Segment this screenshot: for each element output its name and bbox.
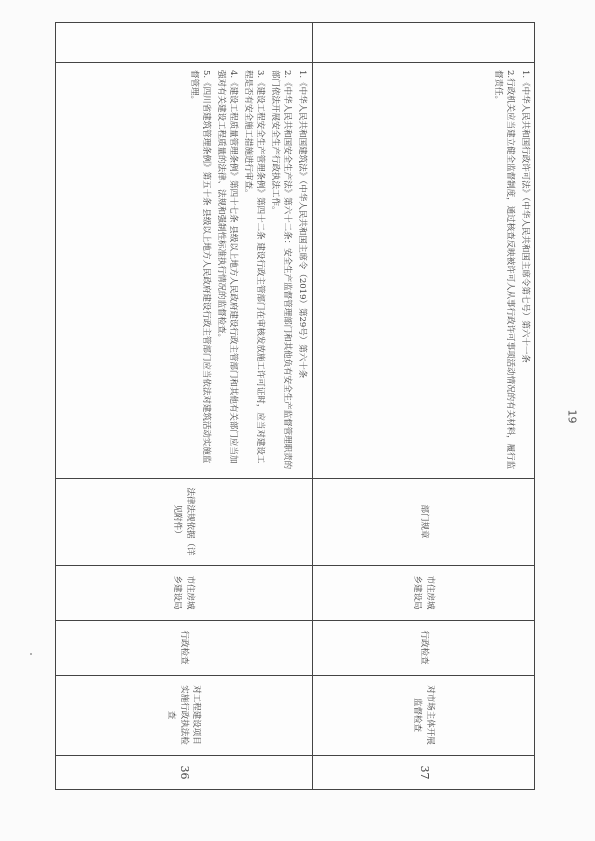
basis-note-cell	[312, 478, 535, 565]
basis-line: 4.《建设工程质量管理条例》第四十七条 县级以上地方人民政府建设行政主管部门和其他有关部门应当加强对有关建设工程质量的法律、法规和强制性标准执行情况的监督检查。	[216, 70, 239, 464]
basis-line: 2.行政机关应当建立健全监督制度，通过核查反映被许可人从事行政许可事项活动情况的有关材料，履行监督责任。	[493, 70, 516, 470]
basis-line: 2.《中华人民共和国安全生产法》第六十二条：安全生产监督管理部门和其他负有安全生产监督管理职责的部门依法开展安全生产行政执法工作。	[270, 70, 293, 470]
type-cell-text: 行政检查	[178, 630, 189, 665]
basis-note-cell-text: 法律法规依据（详见附件）	[172, 487, 195, 556]
item-number-cell-text: 37	[417, 765, 431, 780]
subject-cell-text: 市住房城乡建设局	[172, 575, 195, 610]
subject-cell	[312, 565, 535, 620]
basis-note-cell-text: 部门规章	[418, 504, 429, 539]
basis-line: 1.《中华人民共和国建筑法》（中华人民共和国主席令（2019）第29号）第六十条	[297, 70, 307, 379]
subject-cell	[55, 565, 312, 620]
basis-line: 5.《四川省建筑管理条例》第五十条 县级以上地方人民政府建设行政主管部门应当依法对建筑活动实施监督管理。	[189, 70, 212, 464]
scan-speck	[30, 653, 32, 655]
basis-note-cell	[55, 478, 312, 565]
item-number-cell-text: 36	[177, 765, 191, 780]
item-name-cell-text: 对工程建设项目实施行政执法检查	[166, 685, 202, 745]
basis-line: 3.《建设工程安全生产管理条例》第四十二条 建设行政主管部门在审核发放施工许可证时，应当对建设工程是否有安全施工措施进行审查。	[243, 70, 266, 464]
page-number: 19	[565, 409, 579, 424]
item-number-cell	[312, 755, 535, 790]
type-cell-text: 行政检查	[418, 630, 429, 665]
subject-cell-text: 市住房城乡建设局	[412, 575, 435, 610]
item-name-cell-text: 对市场主体开展监督检查	[412, 685, 435, 745]
item-name-cell	[55, 675, 312, 755]
type-cell	[55, 620, 312, 675]
basis-line: 1.《中华人民共和国行政许可法》（中华人民共和国主席令第七号）第六十一条	[520, 70, 530, 363]
type-cell	[312, 620, 535, 675]
item-name-cell	[312, 675, 535, 755]
basis-text-cell	[55, 62, 312, 478]
item-number-cell	[55, 755, 312, 790]
basis-text-cell	[312, 62, 535, 478]
